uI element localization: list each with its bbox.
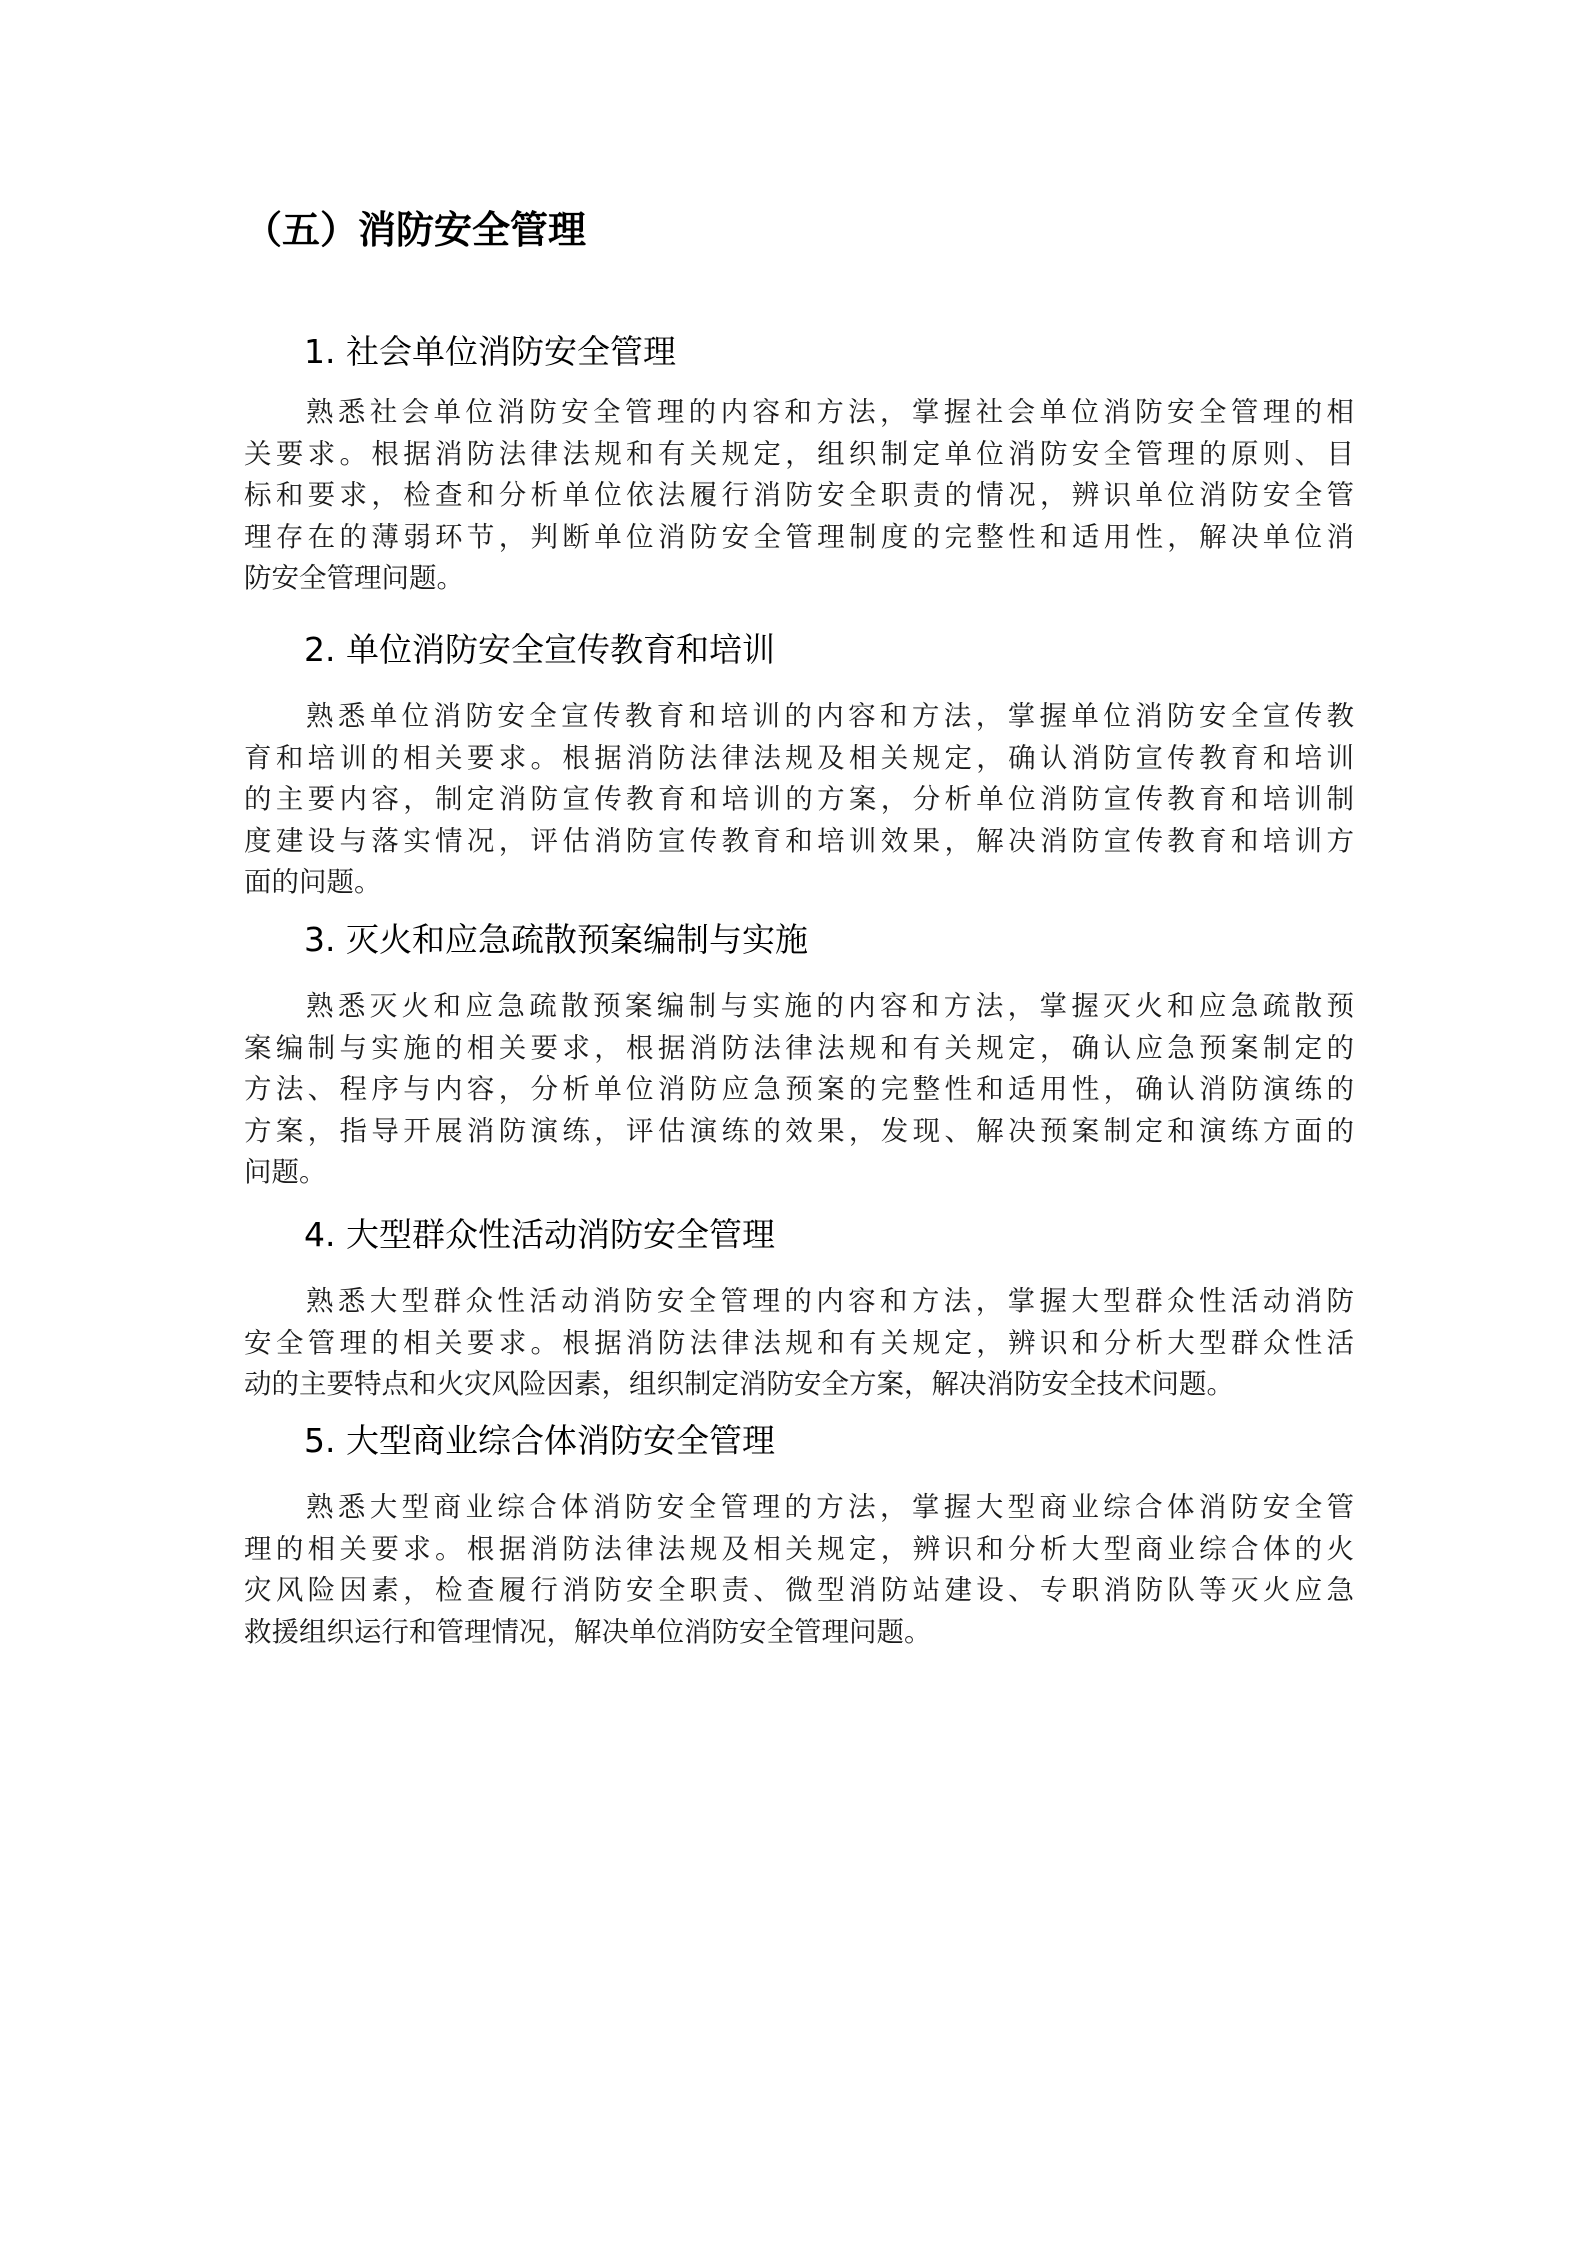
paragraph-line: 熟悉大型群众性活动消防安全管理的内容和方法，掌握大型群众性活动消防 xyxy=(306,1285,1354,1317)
paragraph-line: 熟悉灭火和应急疏散预案编制与实施的内容和方法，掌握灭火和应急疏散预 xyxy=(306,990,1354,1022)
paragraph-line: 救援组织运行和管理情况，解决单位消防安全管理问题。 xyxy=(244,1615,932,1648)
paragraph-line: 度建设与落实情况，评估消防宣传教育和培训效果，解决消防宣传教育和培训方 xyxy=(244,824,1354,857)
paragraph-line: 标和要求，检查和分析单位依法履行消防安全职责的情况，辨识单位消防安全管 xyxy=(244,479,1354,511)
paragraph-line: 灾风险因素，检查履行消防安全职责、微型消防站建设、专职消防队等灭火应急 xyxy=(244,1574,1354,1606)
paragraph-line: 关要求。根据消防法律法规和有关规定，组织制定单位消防安全管理的原则、目 xyxy=(244,437,1354,470)
subsection-commercial-complex-fire-safety xyxy=(244,1419,1354,1653)
paragraph-line: 的主要内容，制定消防宣传教育和培训的方案，分析单位消防宣传教育和培训制 xyxy=(244,783,1354,815)
paragraph-line: 案编制与实施的相关要求，根据消防法律法规和有关规定，确认应急预案制定的 xyxy=(244,1031,1354,1064)
section-title: （五）消防安全管理 xyxy=(244,208,587,252)
subsection-paragraph xyxy=(244,1487,1354,1653)
paragraph-line: 熟悉大型商业综合体消防安全管理的方法，掌握大型商业综合体消防安全管 xyxy=(306,1491,1354,1523)
subsection-emergency-evacuation-plan xyxy=(244,918,1354,1194)
subsection-publicity-education-training xyxy=(244,628,1354,904)
paragraph-line: 熟悉社会单位消防安全管理的内容和方法，掌握社会单位消防安全管理的相 xyxy=(306,396,1354,428)
paragraph-line: 安全管理的相关要求。根据消防法律法规和有关规定，辨识和分析大型群众性活 xyxy=(244,1326,1354,1359)
paragraph-line: 理的相关要求。根据消防法律法规及相关规定，辨识和分析大型商业综合体的火 xyxy=(244,1532,1354,1565)
subsection-paragraph xyxy=(244,392,1354,600)
subsection-paragraph xyxy=(244,986,1354,1194)
subsection-heading: 1. 社会单位消防安全管理 xyxy=(304,332,676,371)
subsection-heading: 2. 单位消防安全宣传教育和培训 xyxy=(304,630,775,669)
paragraph-line: 方法、程序与内容，分析单位消防应急预案的完整性和适用性，确认消防演练的 xyxy=(244,1073,1354,1105)
paragraph-line: 理存在的薄弱环节，判断单位消防安全管理制度的完整性和适用性，解决单位消 xyxy=(244,520,1354,553)
subsection-paragraph xyxy=(244,696,1354,904)
subsection-heading: 5. 大型商业综合体消防安全管理 xyxy=(304,1421,775,1460)
paragraph-line: 方案，指导开展消防演练，评估演练的效果，发现、解决预案制定和演练方面的 xyxy=(244,1114,1354,1147)
paragraph-line: 防安全管理问题。 xyxy=(244,562,464,594)
subsection-heading: 4. 大型群众性活动消防安全管理 xyxy=(304,1215,775,1254)
paragraph-line: 问题。 xyxy=(244,1156,327,1188)
paragraph-line: 熟悉单位消防安全宣传教育和培训的内容和方法，掌握单位消防安全宣传教 xyxy=(306,700,1354,732)
subsection-mass-events-fire-safety xyxy=(244,1213,1354,1406)
subsection-paragraph xyxy=(244,1281,1354,1406)
paragraph-line: 面的问题。 xyxy=(244,866,382,898)
paragraph-line: 动的主要特点和火灾风险因素，组织制定消防安全方案，解决消防安全技术问题。 xyxy=(244,1368,1234,1400)
subsection-heading: 3. 灭火和应急疏散预案编制与实施 xyxy=(304,920,808,959)
subsection-social-unit-fire-safety xyxy=(244,330,1354,600)
paragraph-line: 育和培训的相关要求。根据消防法律法规及相关规定，确认消防宣传教育和培训 xyxy=(244,741,1354,774)
